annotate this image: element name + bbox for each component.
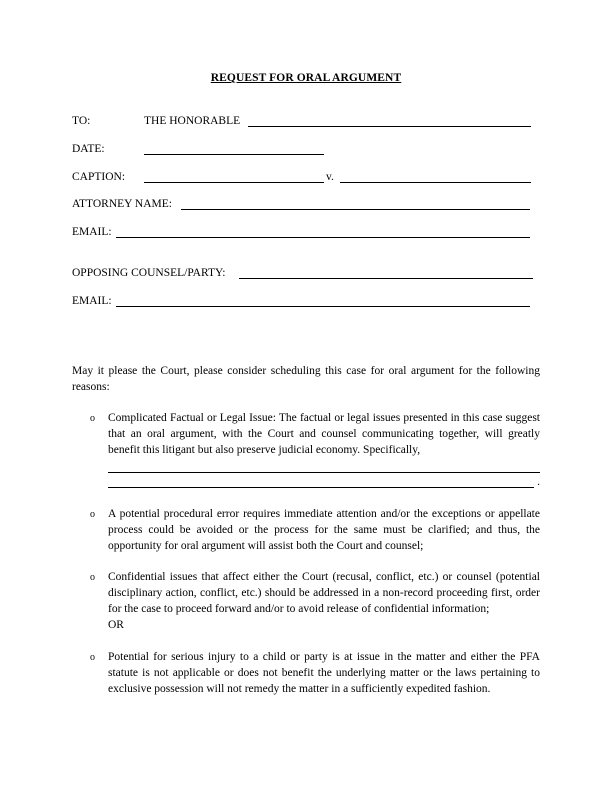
attorney-label: ATTORNEY NAME: (72, 198, 172, 210)
bullet-marker: o (90, 509, 95, 520)
date-row (72, 143, 532, 159)
document-title: REQUEST FOR ORAL ARGUMENT (210, 72, 402, 84)
caption-row (72, 171, 532, 187)
to-row (72, 115, 532, 131)
opposing-row (72, 267, 532, 283)
email2-row (72, 295, 532, 311)
email-blank[interactable] (116, 237, 530, 238)
date-blank[interactable] (144, 154, 324, 155)
bullet-marker: o (90, 652, 95, 663)
reason-2: A potential procedural error requires immediate attention and/or the exceptions or appellate process could be avoided or the process for the same must be clarified; and thus, the opportunity for oral argument will assist both the Court and counsel; (108, 508, 540, 552)
caption-defendant-blank[interactable] (340, 182, 531, 183)
to-value: THE HONORABLE (144, 115, 241, 127)
reason-1-specify-line-1[interactable] (108, 458, 540, 473)
bullet-marker: o (90, 413, 95, 424)
to-label: TO: (72, 115, 91, 127)
email2-blank[interactable] (116, 306, 530, 307)
reason-1-specify-line-2[interactable] (108, 473, 534, 488)
caption-label: CAPTION: (72, 171, 126, 183)
email-row (72, 226, 532, 242)
email-label: EMAIL: (72, 226, 112, 238)
to-blank[interactable] (248, 126, 531, 127)
reason-4: Potential for serious injury to a child or party is at issue in the matter and either the PFA statute is not applicable or does not benefit the underlying matter or the laws pertaining to exclusive possession will not remedy the matter in a sufficiently expedited fashion. (108, 651, 540, 695)
reason-1 (108, 410, 540, 489)
opposing-label: OPPOSING COUNSEL/PARTY: (72, 267, 226, 279)
caption-plaintiff-blank[interactable] (144, 182, 324, 183)
email2-label: EMAIL: (72, 295, 112, 307)
reason-3-text: Confidential issues that affect either the Court (recusal, conflict, etc.) or counsel (potential disciplinary action, conflict, etc.) should be addressed in a non-record proceeding first, order for the case to proceed forward and/or to avoid release of confidential information; (108, 571, 540, 615)
date-label: DATE: (72, 143, 105, 155)
attorney-blank[interactable] (181, 209, 530, 210)
opposing-blank[interactable] (239, 278, 533, 279)
reason-3-or: OR (108, 619, 124, 631)
reason-1-text: Complicated Factual or Legal Issue: The factual or legal issues presented in this case suggest that an oral argument, with the Court and counsel communicating together, will greatly benefit this litigant but also preserve judicial economy. Specifically, (108, 412, 540, 456)
attorney-row (72, 198, 532, 214)
bullet-marker: o (90, 572, 95, 583)
reason-3 (108, 569, 540, 633)
caption-versus: v. (326, 171, 334, 183)
intro-paragraph: May it please the Court, please consider scheduling this case for oral argument for the following reasons: (72, 365, 540, 393)
reason-1-period: . (537, 476, 540, 488)
